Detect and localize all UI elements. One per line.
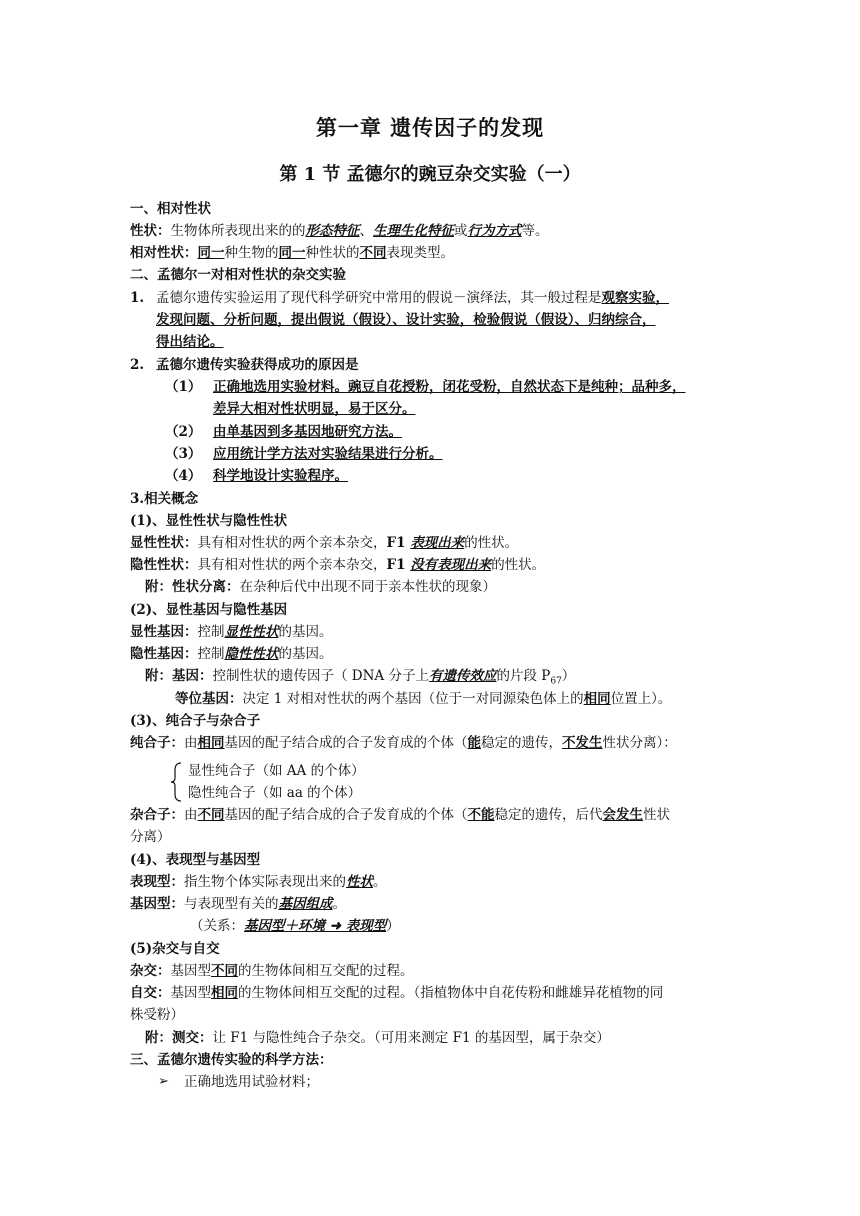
heading-phenotype-genotype: (4)、表现型与基因型 [130,852,261,868]
heading-concepts: 3.相关概念 [130,491,199,507]
reason-3: 应用统计学方法对实验结果进行分析。 [213,446,443,462]
para-success-reasons: 孟德尔遗传实验获得成功的原因是 [156,357,359,373]
chapter-title: 第一章 遗传因子的发现 [315,115,545,140]
heading-dominant-recessive-genes: (2)、显性基因与隐性基因 [130,602,288,618]
para-recessive-homozygote: 隐性纯合子（如 aa 的个体） [188,785,362,801]
arrow-bullet-icon: ➢ [158,1074,169,1089]
reason-1-line2: 差异大相对性状明显，易于区分。 [213,401,416,417]
reason-number-2: （2） [165,424,202,440]
para-recessive-gene: 隐性基因：控制隐性性状的基因。 [130,646,333,662]
reason-1-line1: 正确地选用实验材料。豌豆自花授粉，闭花受粉，自然状态下是纯种；品种多， [213,379,686,395]
reason-number-4: （4） [165,468,202,484]
heading-dominant-recessive-traits: (1)、显性性状与隐性性状 [130,513,288,529]
para-method-line3: 得出结论。 [156,334,224,350]
reason-2: 由单基因到多基因地研究方法。 [213,424,402,440]
para-dominant-trait: 显性性状：具有相对性状的两个亲本杂交，F1 表现出来的性状。 [130,535,519,551]
para-allele: 等位基因：决定 1 对相对性状的两个基因（位于一对同源染色体上的相同位置上）。 [175,691,672,707]
heading-relative-traits: 一、相对性状 [130,201,211,217]
para-selfing-line2: 株受粉） [130,1007,184,1023]
para-heterozygote-line1: 杂合子：由不同基因的配子结合成的合子发育成的个体（不能稳定的遗传，后代会发生性状 [130,807,670,823]
heading-homozygote-heterozygote: (3)、纯合子与杂合子 [130,713,261,729]
para-trait-segregation: 附：性状分离：在杂种后代中出现不同于亲本性状的现象） [145,579,496,595]
para-cross: 杂交：基因型不同的生物体间相互交配的过程。 [130,963,414,979]
para-gene-definition: 附：基因：控制性状的遗传因子（ DNA 分子上有遗传效应的片段 $P_{67}$） [145,668,576,687]
heading-cross-selfing: (5)杂交与自交 [130,941,220,957]
para-testcross: 附：测交：让 F1 与隐性纯合子杂交。（可用来测定 F1 的基因型，属于杂交） [145,1030,610,1046]
para-relative-trait: 相对性状：同一种生物的同一种性状的不同表现类型。 [130,245,454,261]
para-selfing-line1: 自交：基因型相同的生物体间相互交配的过程。（指植物体中自花传粉和雌雄异花植物的同 [130,985,664,1001]
para-homozygote: 纯合子：由相同基因的配子结合成的合子发育成的个体（能稳定的遗传，不发生性状分离）： [130,735,677,751]
reason-number-1: （1） [165,379,202,395]
para-heterozygote-line2: 分离） [130,829,171,845]
para-dominant-gene: 显性基因：控制显性性状的基因。 [130,624,333,640]
para-method-line1: 孟德尔遗传实验运用了现代科学研究中常用的假说－演绎法，其一般过程是观察实验， [156,290,669,306]
section-title: 第 1 节 孟德尔的豌豆杂交实验（一） [279,164,581,185]
item-number-1: 1. [130,290,145,306]
para-dominant-homozygote: 显性纯合子（如 AA 的个体） [188,763,365,779]
reason-number-3: （3） [165,446,202,462]
para-relation: （关系：基因型＋环境 ➜ 表现型） [190,918,400,934]
reason-4: 科学地设计实验程序。 [213,468,348,484]
para-recessive-trait: 隐性性状：具有相对性状的两个亲本杂交，F1 没有表现出来的性状。 [130,557,546,573]
heading-mendel-experiment: 二、孟德尔一对相对性状的杂交实验 [130,267,346,283]
para-phenotype: 表现型：指生物个体实际表现出来的性状。 [130,874,387,890]
curly-brace-icon [170,762,182,802]
item-number-2: 2. [130,357,145,373]
list-item: 正确地选用试验材料； [184,1074,319,1090]
heading-scientific-method: 三、孟德尔遗传实验的科学方法： [130,1052,333,1068]
para-trait: 性状：生物体所表现出来的的形态特征、生理生化特征或行为方式等。 [130,223,549,239]
para-method-line2: 发现问题、分析问题，提出假说（假设）、设计实验，检验假说（假设）、归纳综合， [156,312,656,328]
para-genotype: 基因型：与表现型有关的基因组成。 [130,896,346,912]
